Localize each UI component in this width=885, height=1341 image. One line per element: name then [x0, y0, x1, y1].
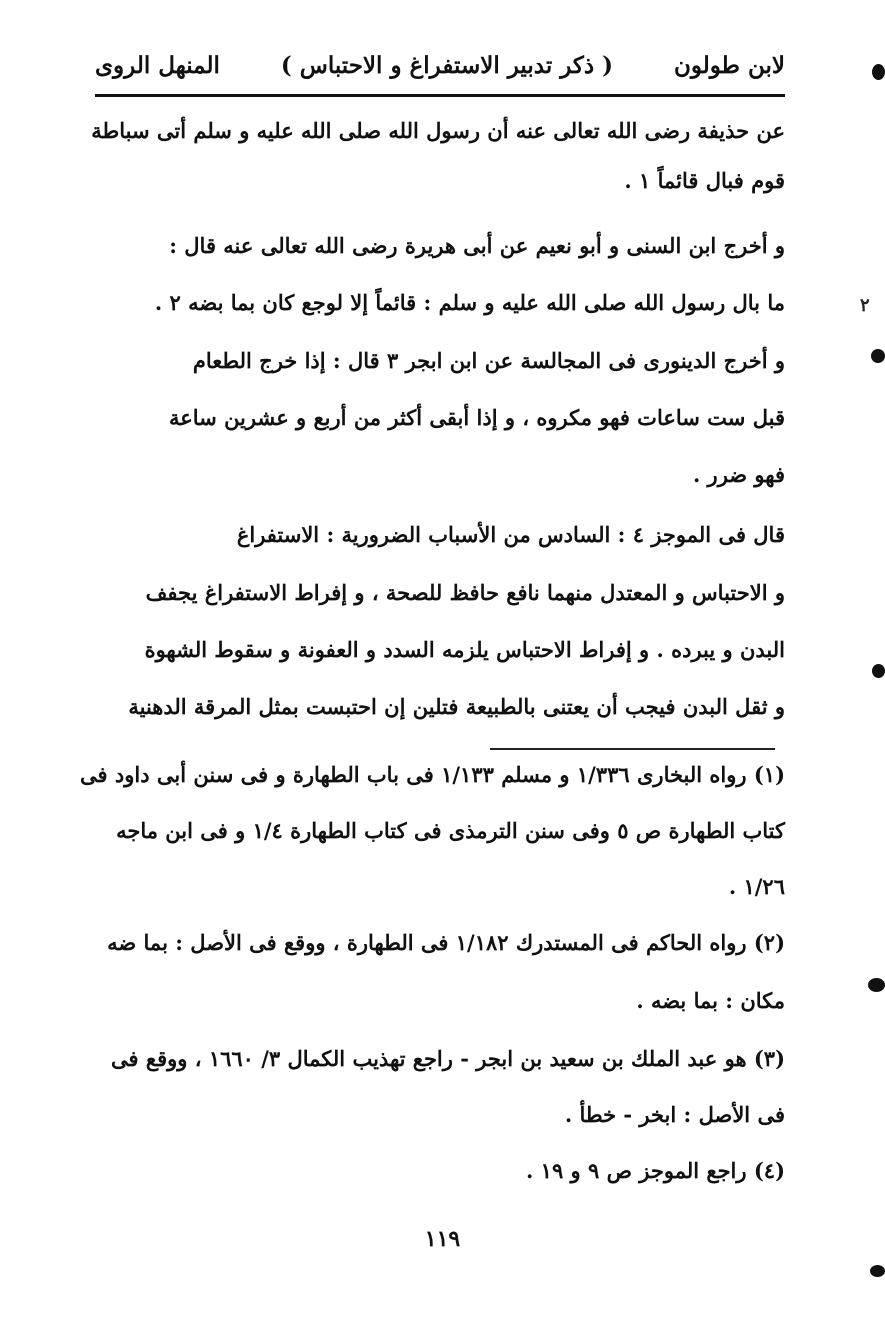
footnote-line: مكان : بما بضه . — [636, 988, 785, 1013]
footnote-rule — [490, 748, 775, 750]
body-line: قال فى الموجز ٤ : السادس من الأسباب الضرورية : الاستفراغ — [236, 522, 785, 547]
footnote-line: (٣) هو عبد الملك بن سعيد بن ابجر - راجع تهذيب الكمال ٣/ ١٦٦٠ ، ووقع فى — [111, 1046, 785, 1071]
body-line: عن حذيفة رضى الله تعالى عنه أن رسول الله صلى الله عليه و سلم أتى سباطة — [91, 118, 785, 143]
body-line: قبل ست ساعات فهو مكروه ، و إذا أبقى أكثر من أربع و عشرين ساعة — [168, 405, 785, 430]
page-number: ١١٩ — [424, 1226, 461, 1252]
scan-blot — [868, 978, 885, 992]
body-line: و أخرج الدينورى فى المجالسة عن ابن ابجر ٣ قال : إذا خرج الطعام — [192, 348, 785, 373]
header-author: لابن طولون — [673, 51, 785, 79]
footnote-line: (١) رواه البخارى ١/٣٣٦ و مسلم ١/١٣٣ فى باب الطهارة و فى سنن أبى داود فى — [80, 762, 785, 787]
footnote-line: ١/٢٦ . — [728, 874, 785, 899]
header-rule — [95, 94, 785, 97]
body-line: و ثقل البدن فيجب أن يعتنى بالطبيعة فتلين إن احتبست بمثل المرقة الدهنية — [128, 694, 785, 719]
header-book-title: المنهل الروى — [95, 51, 220, 79]
footnote-line: كتاب الطهارة ص ٥ وفى سنن الترمذى فى كتاب الطهارة ١/٤ و فى ابن ماجه — [116, 818, 785, 843]
footnote-line: فى الأصل : ابخر - خطأ . — [564, 1102, 785, 1127]
body-line: و أخرج ابن السنى و أبو نعيم عن أبى هريرة رضى الله تعالى عنه قال : — [169, 233, 785, 258]
scan-blot — [870, 1265, 885, 1277]
body-line: و الاحتباس و المعتدل منهما نافع حافظ للصحة ، و إفراط الاستفراغ يجفف — [145, 580, 785, 605]
body-line: البدن و يبرده . و إفراط الاحتباس يلزمه السدد و العفونة و سقوط الشهوة — [144, 637, 785, 662]
body-line: ما بال رسول الله صلى الله عليه و سلم : قائماً إلا لوجع كان بما بضه ٢ . — [154, 290, 785, 315]
scan-blot — [872, 664, 885, 678]
header-section-title: ( ذكر تدبير الاستفراغ و الاحتباس ) — [280, 51, 614, 79]
body-line: فهو ضرر . — [692, 462, 785, 487]
scan-blot — [872, 64, 885, 80]
scan-blot — [871, 349, 885, 363]
running-header — [95, 40, 785, 90]
footnote-line: (٤) راجع الموجز ص ٩ و ١٩ . — [526, 1158, 785, 1183]
body-line: قوم فبال قائماً ١ . — [624, 168, 785, 193]
footnote-line: (٢) رواه الحاكم فى المستدرك ١/١٨٢ فى الطهارة ، ووقع فى الأصل : بما ضه — [107, 930, 785, 955]
margin-mark: ٢ — [860, 295, 870, 316]
